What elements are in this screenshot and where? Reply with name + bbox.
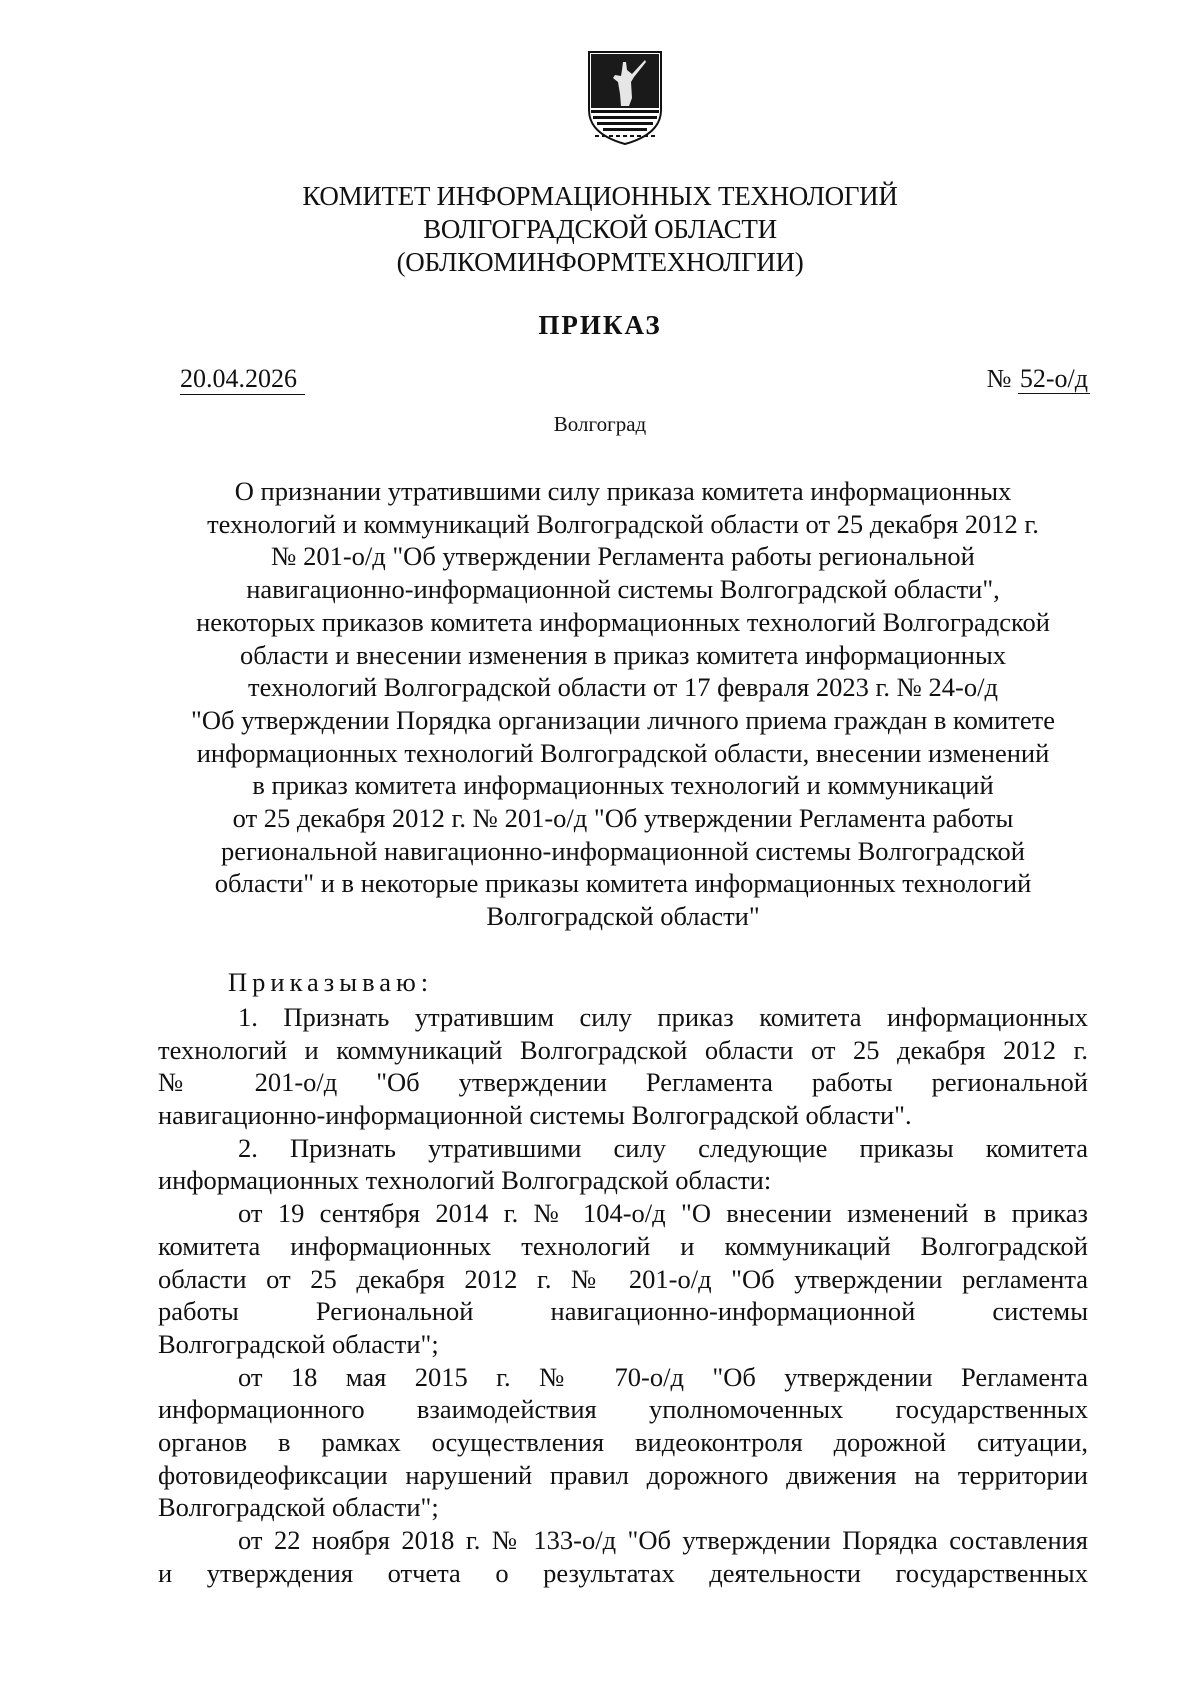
header-line: (ОБЛКОМИНФОРМТЕХНОЛГИИ)	[396, 247, 804, 277]
body-line: 1. Признать утратившим силу приказ комитета информационных	[238, 1002, 1088, 1032]
subject-line: региональной навигационно-информационной системы Волгоградской	[221, 835, 1025, 866]
body-line: области от 25 декабря 2012 г. № 201-о/д "Об утверждении регламента	[158, 1263, 1088, 1294]
body-line: и утверждения отчета о результатах деятельности государственных	[158, 1557, 1088, 1588]
header-line: ВОЛГОГРАДСКОЙ ОБЛАСТИ	[423, 214, 777, 244]
document-type-title: ПРИКАЗ	[538, 310, 662, 340]
subject-line: информационных технологий Волгоградской области, внесении изменений	[196, 737, 1050, 768]
subject-line: О признании утратившими силу приказа комитета информационных	[234, 476, 1012, 506]
document-subject	[158, 475, 1088, 933]
body-line: № 201-о/д "Об утверждении Регламента работы региональной	[158, 1067, 1088, 1098]
organization-header	[0, 180, 1200, 279]
body-line: органов в рамках осуществления видеоконтроля дорожной ситуации,	[158, 1426, 1088, 1457]
subject-line: некоторых приказов комитета информационных технологий Волгоградской	[196, 606, 1050, 637]
body-line: от 18 мая 2015 г. № 70-о/д "Об утверждении Регламента	[238, 1361, 1088, 1392]
body-line: Волгоградской области";	[158, 1328, 439, 1359]
subject-line: в приказ комитета информационных технологий и коммуникаций	[252, 770, 994, 801]
header-line: КОМИТЕТ ИНФОРМАЦИОННЫХ ТЕХНОЛОГИЙ	[302, 181, 898, 211]
document-number	[987, 364, 1090, 394]
subject-line: № 201-о/д "Об утверждении Регламента работы региональной	[271, 541, 975, 572]
body-line: фотовидеофиксации нарушений правил дорожного движения на территории	[158, 1459, 1088, 1490]
body-line: работы Региональной навигационно-информационной системы	[158, 1296, 1088, 1327]
subject-line: технологий Волгоградской области от 17 февраля 2023 г. № 24-о/д	[248, 672, 998, 703]
body-line: информационных технологий Волгоградской области:	[158, 1165, 772, 1196]
subject-line: области" и в некоторые приказы комитета информационных технологий	[214, 868, 1032, 899]
subject-line: навигационно-информационной системы Волгоградской области",	[246, 574, 1000, 605]
document-date: 20.04.2026	[180, 364, 305, 395]
number-value: 52-о/д	[1019, 364, 1088, 393]
body-line: от 19 сентября 2014 г. № 104-о/д "О внесении изменений в приказ	[238, 1198, 1088, 1229]
subject-line: Волгоградской области"	[486, 901, 760, 932]
document-city: Волгоград	[553, 412, 647, 436]
body-line: навигационно-информационной системы Волгоградской области".	[158, 1100, 912, 1131]
body-line: технологий и коммуникаций Волгоградской области от 25 декабря 2012 г.	[158, 1034, 1088, 1065]
number-prefix: №	[986, 364, 1012, 393]
body-line: Волгоградской области";	[158, 1492, 439, 1523]
body-line: комитета информационных технологий и коммуникаций Волгоградской	[158, 1230, 1088, 1261]
body-line: 2. Признать утратившими силу следующие приказы комитета	[238, 1132, 1088, 1163]
subject-line: области и внесении изменения в приказ комитета информационных	[239, 639, 1007, 670]
subject-line: "Об утверждении Порядка организации личного приема граждан в комитете	[191, 704, 1055, 735]
body-line: информационного взаимодействия уполномоченных государственных	[158, 1394, 1088, 1425]
body-line: от 22 ноября 2018 г. № 133-о/д "Об утверждении Порядка составления	[238, 1525, 1088, 1555]
order-directive: Приказываю:	[228, 967, 434, 997]
subject-line: технологий и коммуникаций Волгоградской области от 25 декабря 2012 г.	[207, 508, 1039, 539]
coat-of-arms-emblem	[585, 48, 665, 148]
subject-line: от 25 декабря 2012 г. № 201-о/д "Об утверждении Регламента работы	[232, 803, 1014, 834]
order-body	[158, 1001, 1088, 1589]
